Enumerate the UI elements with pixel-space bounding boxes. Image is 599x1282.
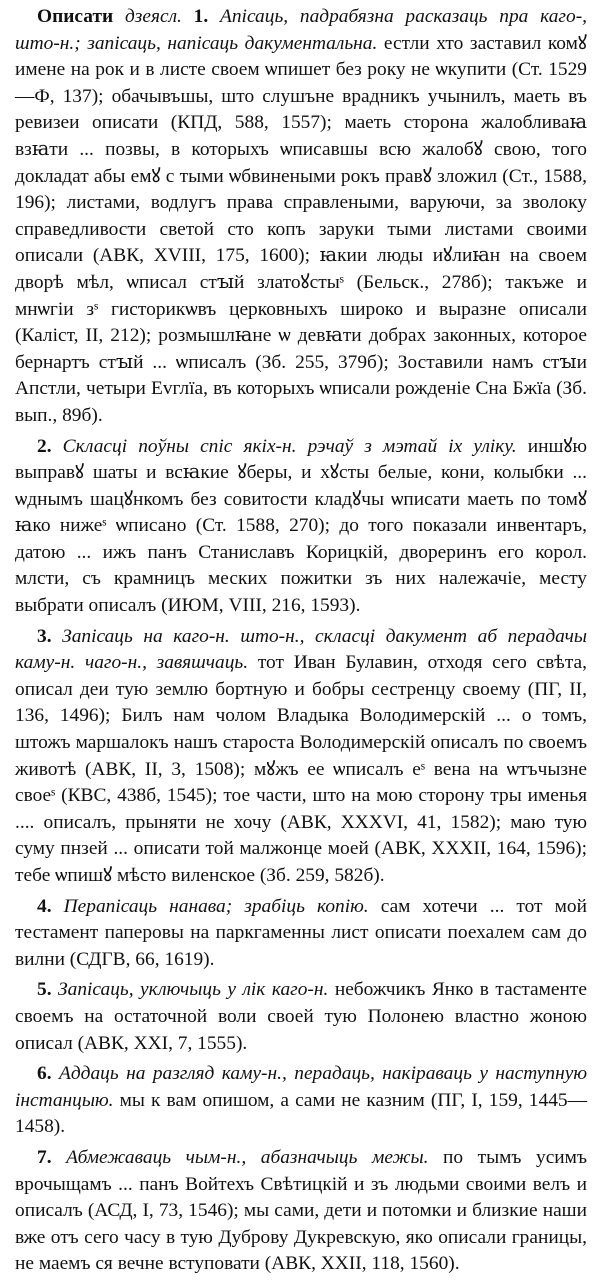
sense-definition: Абмежаваць чым-н., абазначыць межы.: [66, 1146, 429, 1168]
sense-number: 5.: [37, 979, 52, 1001]
sense-3: [15, 624, 587, 890]
sense-quotations: иншꙋю выправꙋ шаты и всꙗкие ꙋберы, и хꙋсты белые, кони, колыбки ... ѡднымъ шацꙋнкомъ без совитости кладꙋчы ѡписати маеть по томꙋ ꙗко нижеˢ ѡписано (Ст. 1588, 270); до того показали инвентаръ, датою ... ижъ панъ Станиславъ Корицкій, двореринъ его корол. млсти, съ крамницъ меских пожитки зъ них належачіе, месту выбрати описалъ (ИЮМ, VIII, 216, 1593).: [15, 435, 587, 617]
sense-1: [15, 4, 587, 430]
headword: Описати: [37, 6, 114, 27]
sense-definition: Аддаць на разгляд каму-н., перадаць, накіраваць у наступную інстанцыю.: [15, 1063, 587, 1111]
sense-definition: Скласці поўны спіс якіх-н. рэчаў з мэтай іх уліку.: [62, 435, 517, 457]
sense-number: 2.: [37, 435, 52, 457]
sense-quotations: по тымъ усимъ врочыщамъ ... панъ Войтехъ Свѣтицкій и зъ людьми своими велъ и описалъ (АСД, I, 73, 1546); мы сами, дети и потомки и близкие наши вже отъ сего часу в тую Дуброву Дукревскую, яко описали границы, не маемъ ся вечне вступовати (АВК, XXII, 118, 1560).: [15, 1146, 587, 1275]
sense-4: [15, 894, 587, 974]
sense-definition: Апісаць, падрабязна расказаць пра каго-, што-н.; запісаць, напісаць дакументальна.: [15, 6, 587, 54]
sense-number: 6.: [37, 1063, 52, 1085]
sense-number: 4.: [37, 895, 52, 917]
sense-number: 1.: [193, 6, 209, 27]
sense-5: [15, 977, 587, 1057]
sense-number: 3.: [37, 625, 52, 647]
part-of-speech: дзеясл.: [124, 6, 182, 27]
sense-quotations: естли хто заставил комꙋ имене на рок и в листе своем ѡпишет без року не ѡкупити (Ст. 1529—Ф, 137); обачывъшы, што слушъне врадникъ учынилъ, маеть въ ревизеи описати (КПД, 588, 1557); маеть сторона жалобливаꙗ взꙗти ... позвы, в которыхъ ѡписавшы всю жалобꙋ свою, того докладат абы емꙋ с тыми ѡбвинеными рокъ правꙋ зложил (Ст., 1588, 196); листами, водлугъ права справлеными, варуючи, за зволоку справедливости светой сто копъ заруки тыми листами своими описали (АВК, XVIII, 175, 1600); ꙗкии люды иꙋлиꙗн на своем дворѣ мѣл, ѡписал стꙑй златоꙋстыˢ (Бельск., 278б); такъже и мнѡгіи зˢ гисторикѡвъ церковныхъ широко и выразне описали (Каліст, II, 212); розмышлꙗне ѡ девꙗти добрах законных, которое бернартъ стꙑй ... ѡписалъ (Зб. 255, 379б); Зоставили намъ стꙑи Апстли, четыри Еvглїа, въ которыхъ ѡписали рожденіе Сна Бжїа (Зб. вып., 89б).: [15, 32, 587, 426]
sense-7: [15, 1145, 587, 1278]
sense-quotations: сам хотечи ... тот мой тестамент паперовы на паркгаменны лист описати поехалем сам до вилни (СДГВ, 66, 1619).: [15, 895, 587, 970]
sense-definition: Запісаць на каго-н. што-н., скласці дакумент аб перадачы каму-н. чаго-н., завяшчаць.: [15, 625, 587, 674]
sense-definition: Перапісаць нанава; зрабіць копію.: [63, 895, 369, 917]
sense-6: [15, 1061, 587, 1141]
sense-quotations: тот Иван Булавин, отходя сего свѣта, описал деи тую землю бортную и бобры сестренцу своему (ПГ, II, 136, 1496); Билъ нам чолом Владыка Володимерскій ... о томъ, штожъ маршалокъ нашъ староста Володимерскій описалъ по своемъ животѣ (АВК, II, 3, 1508); мꙋжъ ее ѡписалъ еˢ вена на ѡтъчызне своеˢ (КВС, 438б, 1545); тое части, што на мою сторону тры именья .... описалъ, прыняти не хочу (АВК, XXXVI, 41, 1582); маю тую суму пнзей ... описати той малжонце моей (АВК, XXXII, 164, 1596); тебе ѡпишꙋ мѣсто виленское (Зб. 259, 582б).: [15, 652, 588, 886]
sense-quotations: небожчикъ Янко в тастаменте своемъ на остаточной воли своей тую Полонею властно жоною описал (АВК, XXI, 7, 1555).: [15, 979, 587, 1054]
dictionary-entry: [15, 4, 587, 1282]
sense-definition: Запісаць, уключыць у лік каго-н.: [58, 979, 329, 1001]
sense-2: [15, 434, 587, 620]
sense-quotations: мы к вам опишом, а сами не казним (ПГ, I, 159, 1445—1458).: [15, 1089, 587, 1138]
sense-number: 7.: [37, 1146, 52, 1168]
